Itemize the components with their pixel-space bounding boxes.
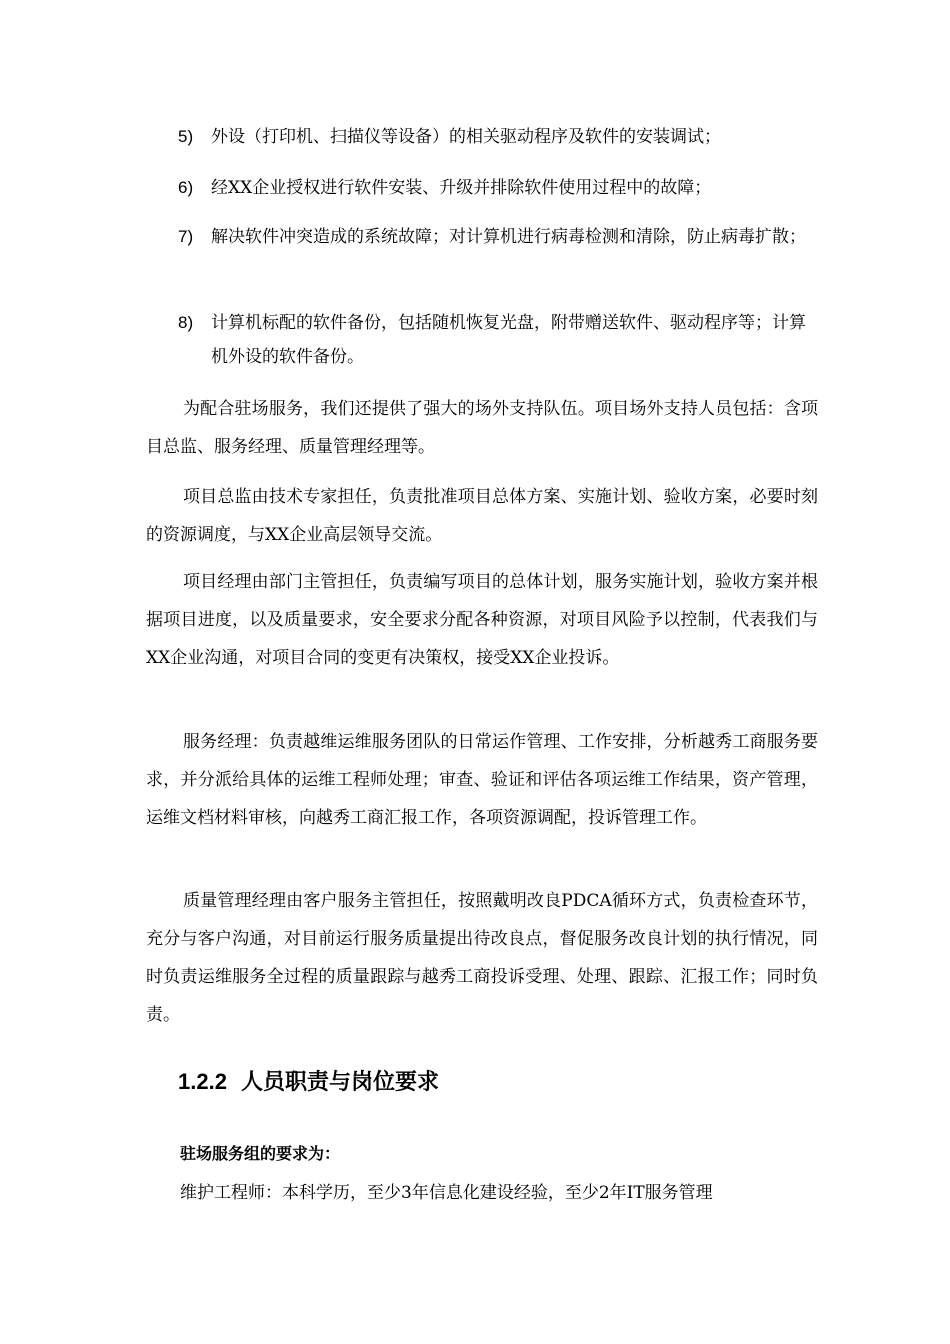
paragraph-service-manager: 服务经理：负责越维运维服务团队的日常运作管理、工作安排，分析越秀工商服务要求，并分派给具体的运维工程师处理；审查、验证和评估各项运维工作结果，资产管理，运维文档材料审核，向越秀工商汇报工作，各项资源调配，投诉管理工作。 xyxy=(146,732,818,828)
paragraph-project-director: 项目总监由技术专家担任，负责批准项目总体方案、实施计划、验收方案，必要时刻的资源调度，与XX企业高层领导交流。 xyxy=(146,487,818,545)
paragraph-offsite-support: 为配合驻场服务，我们还提供了强大的场外支持队伍。项目场外支持人员包括：含项目总监、服务经理、质量管理经理等。 xyxy=(146,399,818,457)
paragraph-maintenance-engineer: 维护工程师：本科学历，至少3年信息化建设经验，至少2年IT服务管理 xyxy=(180,1183,713,1203)
section-heading xyxy=(178,1062,439,1103)
list-item-5 xyxy=(178,120,818,154)
subheading: 驻场服务组的要求为： xyxy=(180,1144,341,1163)
list-text: 解决软件冲突造成的系统故障；对计算机进行病毒检测和清除，防止病毒扩散； xyxy=(211,227,806,247)
list-item-6 xyxy=(178,171,818,205)
section-title: 人员职责与岗位要求 xyxy=(240,1070,439,1095)
list-number: 8) xyxy=(178,313,194,332)
list-number: 5) xyxy=(178,127,194,146)
list-item-7 xyxy=(178,220,818,254)
list-text: 计算机标配的软件备份，包括随机恢复光盘，附带赠送软件、驱动程序等；计算机外设的软件备份。 xyxy=(211,313,806,367)
list-item-8 xyxy=(178,306,818,374)
list-text: 外设（打印机、扫描仪等设备）的相关驱动程序及软件的安装调试； xyxy=(211,127,721,147)
list-number: 7) xyxy=(178,227,194,246)
list-text: 经XX企业授权进行软件安装、升级并排除软件使用过程中的故障； xyxy=(211,178,712,198)
section-number: 1.2.2 xyxy=(178,1069,227,1094)
paragraph-quality-manager: 质量管理经理由客户服务主管担任，按照戴明改良PDCA循环方式，负责检查环节，充分与客户沟通，对目前运行服务质量提出待改良点，督促服务改良计划的执行情况，同时负责运维服务全过程的质量跟踪与越秀工商投诉受理、处理、跟踪、汇报工作；同时负责。 xyxy=(146,891,818,1025)
paragraph-project-manager: 项目经理由部门主管担任，负责编写项目的总体计划，服务实施计划，验收方案并根据项目进度，以及质量要求，安全要求分配各种资源，对项目风险予以控制，代表我们与XX企业沟通，对项目合同的变更有决策权，接受XX企业投诉。 xyxy=(146,572,818,668)
list-number: 6) xyxy=(178,178,194,197)
